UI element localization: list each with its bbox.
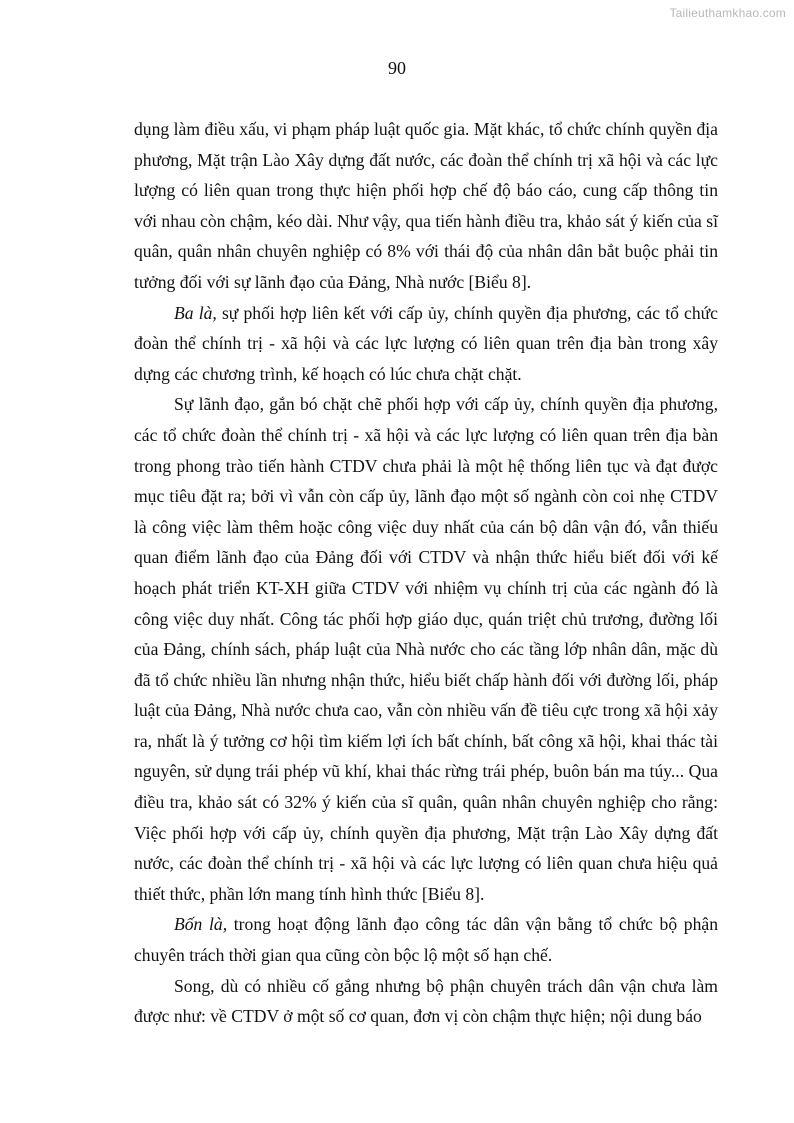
- paragraph: [134, 298, 718, 390]
- paragraph: [134, 389, 718, 909]
- paragraph: [134, 971, 718, 1032]
- paragraph-text: sự phối hợp liên kết với cấp ủy, chính quyền địa phương, các tổ chức đoàn thể chính trị - xã hội và các lực lượng có liên quan trên địa bàn trong xây dựng các chương trình, kế hoạch có lúc chưa chặt chặt.: [134, 302, 718, 384]
- paragraph-text: dụng làm điều xấu, vi phạm pháp luật quốc gia. Mặt khác, tổ chức chính quyền địa phương, Mặt trận Lào Xây dựng đất nước, các đoàn thể chính trị xã hội và các lực lượng có liên quan trong thực hiện phối hợp chế độ báo cáo, cung cấp thông tin với nhau còn chậm, kéo dài. Như vậy, qua tiến hành điều tra, khảo sát ý kiến của sĩ quân, quân nhân chuyên nghiệp có 8% với thái độ của nhân dân bắt buộc phải tin tưởng đối với sự lãnh đạo của Đảng, Nhà nước [Biểu 8].: [134, 119, 718, 292]
- paragraph-lead: Ba là,: [174, 302, 217, 323]
- page-number: 90: [388, 58, 406, 78]
- paragraph-text: trong hoạt động lãnh đạo công tác dân vận bằng tổ chức bộ phận chuyên trách thời gian qua cũng còn bộc lộ một số hạn chế.: [134, 914, 719, 966]
- paragraph: [134, 114, 718, 298]
- paragraph-text: Song, dù có nhiều cố gắng nhưng bộ phận chuyên trách dân vận chưa làm được như: về CTDV ở một số cơ quan, đơn vị còn chậm thực hiện; nội dung báo: [134, 975, 718, 1027]
- body-text: [134, 114, 718, 1032]
- paragraph: [134, 909, 718, 970]
- watermark: Tailieuthamkhao.com: [669, 6, 786, 20]
- paragraph-lead: Bốn là,: [174, 914, 228, 935]
- paragraph-text: Sự lãnh đạo, gắn bó chặt chẽ phối hợp với cấp ủy, chính quyền địa phương, các tổ chức đoàn thể chính trị - xã hội và các lực lượng có liên quan trên địa bàn trong phong trào tiến hành CTDV chưa phải là một hệ thống liên tục và đạt được mục tiêu đặt ra; bởi vì vẫn còn cấp ủy, lãnh đạo một số ngành còn coi nhẹ CTDV là công việc làm thêm hoặc công việc duy nhất của cán bộ dân vận đó, vẫn thiếu quan điểm lãnh đạo của Đảng đối với CTDV và nhận thức hiểu biết đối với kế hoạch phát triển KT-XH giữa CTDV với nhiệm vụ chính trị của các ngành đó là công việc duy nhất. Công tác phối hợp giáo dục, quán triệt chủ trương, đường lối của Đảng, chính sách, pháp luật của Nhà nước cho các tầng lớp nhân dân, mặc dù đã tổ chức nhiều lần nhưng nhận thức, hiểu biết chấp hành đối với đường lối, pháp luật của Đảng, Nhà nước chưa cao, vẫn còn nhiều vấn đề tiêu cực trong xã hội xảy ra, nhất là ý tưởng cơ hội tìm kiếm lợi ích bất chính, bất công xã hội, khai thác tài nguyên, sử dụng trái phép vũ khí, khai thác rừng trái phép, buôn bán ma túy... Qua điều tra, khảo sát có 32% ý kiến của sĩ quân, quân nhân chuyên nghiệp cho rằng: Việc phối hợp với cấp ủy, chính quyền địa phương, Mặt trận Lào Xây dựng đất nước, các đoàn thể chính trị - xã hội và các lực lượng có liên quan chưa hiệu quả thiết thức, phần lớn mang tính hình thức [Biểu 8].: [134, 394, 718, 904]
